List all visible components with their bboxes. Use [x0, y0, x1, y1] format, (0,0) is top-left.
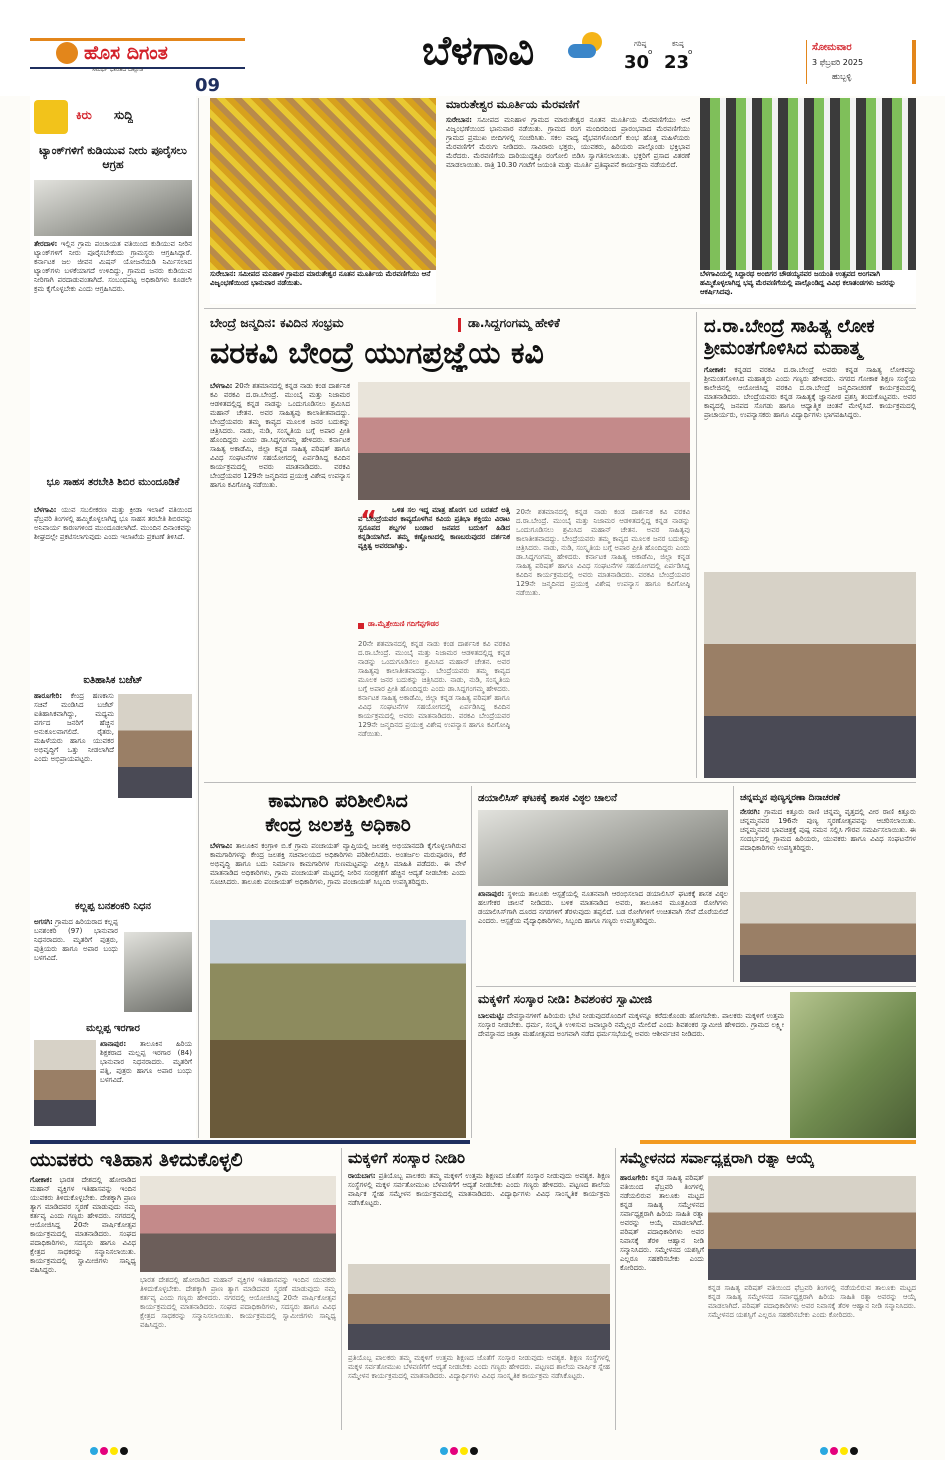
bendre-body-col1 — [210, 382, 350, 774]
sidebar-story4-body — [34, 918, 118, 1018]
sidebar-story5-text: ತಾಲೂಕಿನ ಹಿರಿಯ ಶಿಕ್ಷಕರಾದ ಮಲ್ಲಪ್ಪ ಇರಗಾರ (84) ಭಾನುವಾರ ನಿಧನರಾದರು. ಮೃತರಿಗೆ ಪತ್ನಿ, ಪುತ್ರರು ಹಾಗೂ ಅಪಾರ ಬಂಧು ಬಳಗವಿದೆ. — [100, 1040, 192, 1084]
chennamma-text: ಗ್ರಾಮದ ಕಿತ್ತೂರು ರಾಣಿ ಚನ್ನಮ್ಮ ವೃತ್ತದಲ್ಲಿ ವೀರ ರಾಣಿ ಕಿತ್ತೂರು ಚನ್ನಮ್ಮನವರ 196ನೇ ಪುಣ್ಯ ಸ್ಮರಣೋತ್ಸವವನ್ನು ಆಚರಿಸಲಾಯಿತು. ಚನ್ನಮ್ಮನವರ ಭಾವಚಿತ್ರಕ್ಕೆ ಪುಷ್ಪ ನಮನ ಸಲ್ಲಿಸಿ ಗೌರವ ಸಮರ್ಪಿಸಲಾಯಿತು. ಈ ಸಂದರ್ಭದಲ್ಲಿ ಗ್ರಾಮದ ಹಿರಿಯರು, ಯುವಕರು ಹಾಗೂ ವಿವಿಧ ಸಂಘಟನೆಗಳ ಪದಾಧಿಕಾರಿಗಳು ಉಪಸ್ಥಿತರಿದ್ದರು. — [740, 808, 916, 852]
sun-cloud-icon — [566, 32, 606, 64]
city-title: ಬೆಳಗಾವಿ — [422, 28, 535, 74]
sanskara1-headline: ಮಕ್ಕಳಿಗೆ ಸಂಸ್ಕಾರ ನೀಡಿ: ಶಿವಶಂಕರ ಸ್ವಾಮೀಜಿ — [478, 992, 653, 1006]
sammelana-body — [620, 1174, 704, 1430]
sidebar-story5-title: ಮಲ್ಲಪ್ಪ ಇರಗಾರ — [86, 1023, 140, 1034]
kiru-suddi-badge — [30, 98, 182, 138]
top-story-body — [446, 116, 690, 304]
sanskara2-headline: ಮಕ್ಕಳಿಗೆ ಸಂಸ್ಕಾರ ನೀಡಿರಿ — [348, 1149, 466, 1167]
sidebar-story2-title: ಭೂ ಸಾಹಸ ತರಬೇತಿ ಶಿಬಿರ ಮುಂದೂಡಿಕೆ — [46, 477, 180, 488]
dialysis-body — [478, 890, 728, 982]
sanskara2-text: ಪ್ರತಿಯೊಬ್ಬ ಪಾಲಕರು ತಮ್ಮ ಮಕ್ಕಳಿಗೆ ಉತ್ತಮ ಶಿಕ್ಷಣದ ಜೊತೆಗೆ ಸಂಸ್ಕಾರ ನೀಡುವುದು ಅವಶ್ಯಕ. ಶಿಕ್ಷಣ ಸಂಸ್ಥೆಗಳಲ್ಲಿ ಮಕ್ಕಳ ಸರ್ವತೋಮುಖ ಬೆಳವಣಿಗೆಗೆ ಆದ್ಯತೆ ನೀಡಬೇಕು ಎಂದು ಗಣ್ಯರು ಹೇಳಿದರು. ಪಟ್ಟಣದ ಶಾಲೆಯ ವಾರ್ಷಿಕ ಸ್ನೇಹ ಸಮ್ಮೇಳನ ಕಾರ್ಯಕ್ರಮದಲ್ಲಿ ಮಾತನಾಡಿದರು. ವಿದ್ಯಾರ್ಥಿಗಳು ವಿವಿಧ ಸಾಂಸ್ಕೃತಿಕ ಕಾರ್ಯಕ್ರಮ ನಡೆಸಿಕೊಟ್ಟರು. — [348, 1172, 610, 1207]
sidebar-story3-dateline: ಹಾರೂಗೇರಿ: — [34, 692, 63, 700]
sammelana-text: ಕನ್ನಡ ಸಾಹಿತ್ಯ ಪರಿಷತ್ ವತಿಯಿಂದ ಫೆಬ್ರವರಿ ತಿಂಗಳಲ್ಲಿ ನಡೆಯಲಿರುವ ತಾಲೂಕು ಮಟ್ಟದ ಕನ್ನಡ ಸಾಹಿತ್ಯ ಸಮ್ಮೇಳನದ ಸರ್ವಾಧ್ಯಕ್ಷರಾಗಿ ಹಿರಿಯ ಸಾಹಿತಿ ರತ್ನಾ ಅವರನ್ನು ಆಯ್ಕೆ ಮಾಡಲಾಗಿದೆ. ಪರಿಷತ್ ಪದಾಧಿಕಾರಿಗಳು ಅವರ ನಿವಾಸಕ್ಕೆ ತೆರಳಿ ಆಹ್ವಾನ ನೀಡಿ ಸನ್ಮಾನಿಸಿದರು. ಸಮ್ಮೇಳನದ ಯಶಸ್ಸಿಗೆ ಎಲ್ಲರೂ ಸಹಕರಿಸಬೇಕು ಎಂದು ಕೋರಿದರು. — [620, 1174, 704, 1272]
section-strip-orange — [640, 1140, 916, 1144]
bendre-kicker-b: ಡಾ.ಸಿದ್ದಗಂಗಮ್ಮ ಹೇಳಿಕೆ — [468, 316, 560, 330]
kamagari-headline-1: ಕಾಮಗಾರಿ ಪರಿಶೀಲಿಸಿದ — [268, 790, 408, 812]
sidebar-story4-text: ಗ್ರಾಮದ ಹಿರಿಯರಾದ ಕಲ್ಲಪ್ಪ ಬನಶಂಕರಿ (97) ಭಾನುವಾರ ನಿಧನರಾದರು. ಮೃತರಿಗೆ ಪುತ್ರರು, ಪುತ್ರಿಯರು ಹಾಗೂ ಅಪಾರ ಬಂಧು ಬಳಗವಿದೆ. — [34, 918, 118, 962]
kamagari-headline-2: ಕೇಂದ್ರ ಜಲಶಕ್ತಿ ಅಧಿಕಾರಿ — [265, 814, 411, 836]
bendre-body-col2 — [358, 640, 510, 774]
sanskara1-photo — [790, 992, 916, 1138]
sidebar-story1-photo — [34, 180, 192, 236]
bendre-quote-box — [358, 506, 510, 634]
bendre-right-body — [704, 366, 916, 566]
sidebar-story4-title: ಕಲ್ಲಪ್ಪ ಬನಶಂಕರಿ ನಿಧನ — [75, 901, 151, 912]
sidebar-story5-body — [100, 1040, 192, 1136]
dialysis-headline: ಡಯಾಲಿಸಿಸ್ ಘಟಕಕ್ಕೆ ಶಾಸಕ ವಿಠ್ಠಲ ಚಾಲನೆ — [478, 793, 617, 804]
section-strip-navy — [30, 1140, 470, 1144]
bendre-quote: ಒಳಿತ ಸಲ ಇದ್ದ ಮಾತ್ರ ಹೊರಗ ಬರ ಬರತದೆ ಅತ್ತಿ ವ ಬೇಂದ್ರೆಯವರ ಕಾವ್ಯದೊಳಗಿನ ಕವಿಯ ಪ್ರತಿಭಾ ಶಕ್ತಿಯು ವಿರಾಟ ಸ್ವರೂಪದ ಶಬ್ದಗಳ ಬಂಡಾರ ಜನಪದ ಬದುಕಿಗೆ ಹಿಡಿದ ಕನ್ನಡಿಯಾಗಿದೆ. ತಮ್ಮ ಕಣ್ಣೋಟದಲ್ಲಿ ಕಾಣಬರುವುದರ ದರ್ಶನಿಕ ವ್ಯಕ್ತಿತ್ವ ಅವರದಾಗಿತ್ತು. — [358, 506, 510, 550]
top-left-caption: ಸುರೇಬಾನ: ಸಮೀಪದ ಮನಿಹಾಳ ಗ್ರಾಮದ ಮಾರುತೇಶ್ವರ ನೂತನ ಮೂರ್ತಿಯ ಮೆರವಣಿಗೆಯು ಆನೆ ವಿಜೃಂಭಣೆಯಿಂದ ಭಾನುವಾರ ನಡೆಯಿತು. — [210, 270, 436, 304]
yuvakaru-text-cont: ಭಾರತ ದೇಶದಲ್ಲಿ ಹೋರಾಡಿದ ಮಹಾನ್ ವ್ಯಕ್ತಿಗಳ ಇತಿಹಾಸವನ್ನು ಇಂದಿನ ಯುವಕರು ತಿಳಿದುಕೊಳ್ಳಬೇಕು. ದೇಶಕ್ಕಾಗಿ ಪ್ರಾಣ ತ್ಯಾಗ ಮಾಡಿದವರ ಸ್ಮರಣೆ ಮಾಡುವುದು ನಮ್ಮ ಕರ್ತವ್ಯ ಎಂದು ಗಣ್ಯರು ಹೇಳಿದರು. ನಗರದಲ್ಲಿ ಆಯೋಜಿಸಿದ್ದ 20ನೇ ವಾರ್ಷಿಕೋತ್ಸವ ಕಾರ್ಯಕ್ರಮದಲ್ಲಿ ಮಾತನಾಡಿದರು. ಸಂಘದ ಪದಾಧಿಕಾರಿಗಳು, ಸದಸ್ಯರು ಹಾಗೂ ವಿವಿಧ ಕ್ಷೇತ್ರದ ಸಾಧಕರನ್ನು ಸನ್ಮಾನಿಸಲಾಯಿತು. ಕಾರ್ಯಕ್ರಮದಲ್ಲಿ ಸ್ವಾಮೀಜಿಗಳು ಸಾನ್ನಿಧ್ಯ ವಹಿಸಿದ್ದರು. — [140, 1276, 336, 1329]
bendre-text-cont2: 20ನೇ ಶತಮಾನದಲ್ಲಿ ಕನ್ನಡ ನಾಡು ಕಂಡ ದಾರ್ಶನಿಕ ಕವಿ ವರಕವಿ ದ.ರಾ.ಬೇಂದ್ರೆ. ಮುಂಬೈ ಮತ್ತು ನಿಜಾಮರ ಆಡಳಿತದಲ್ಲಿದ್ದ ಕನ್ನಡ ನಾಡನ್ನು ಒಂದುಗೂಡಿಸಲು ಶ್ರಮಿಸಿದ ಮಹಾನ್ ಚೇತನ. ಅವರ ಸಾಹಿತ್ಯವು ಕಾಲಾತೀತವಾದದ್ದು. ಬೇಂದ್ರೆಯವರು ತಮ್ಮ ಕಾವ್ಯದ ಮೂಲಕ ಜನರ ಬದುಕನ್ನು ಚಿತ್ರಿಸಿದರು. ನಾಡು, ನುಡಿ, ಸಂಸ್ಕೃತಿಯ ಬಗ್ಗೆ ಅಪಾರ ಪ್ರೀತಿ ಹೊಂದಿದ್ದರು ಎಂದು ಡಾ.ಸಿದ್ದಗಂಗಮ್ಮ ಹೇಳಿದರು. ಕರ್ನಾಟಕ ಸಾಹಿತ್ಯ ಅಕಾಡೆಮಿ, ಜಿಲ್ಲಾ ಕನ್ನಡ ಸಾಹಿತ್ಯ ಪರಿಷತ್ ಹಾಗೂ ವಿವಿಧ ಸಂಘಟನೆಗಳ ಸಹಯೋಗದಲ್ಲಿ ಏರ್ಪಡಿಸಿದ್ದ ಕವಿದಿನ ಕಾರ್ಯಕ್ರಮದಲ್ಲಿ ಅವರು ಮಾತನಾಡಿದರು. ವರಕವಿ ಬೇಂದ್ರೆಯವರ 129ನೇ ಜನ್ಮದಿನದ ಪ್ರಯುಕ್ತ ವಿಶೇಷ ಉಪನ್ಯಾಸ ಹಾಗೂ ಕವಿಗೋಷ್ಠಿ ನಡೆಯಿತು. — [358, 640, 510, 738]
chennamma-photo — [740, 892, 916, 982]
bendre-right-headline-1: ದ.ರಾ.ಬೇಂದ್ರೆ ಸಾಹಿತ್ಯ ಲೋಕ — [704, 316, 875, 337]
bendre-photo — [358, 382, 690, 500]
sidebar-story4-dateline: ಅಗಸಗಿ: — [34, 918, 53, 926]
bendre-body-col3 — [516, 508, 690, 774]
sanskara2-body — [348, 1172, 610, 1260]
lotus-logo-icon — [56, 42, 78, 64]
top-story-dateline: ಸುರೇಬಾನ: — [446, 116, 472, 124]
bendre-right-text: ಕನ್ನಡದ ವರಕವಿ ದ.ರಾ.ಬೇಂದ್ರೆ ಅವರು ಕನ್ನಡ ಸಾಹಿತ್ಯ ಲೋಕವನ್ನು ಶ್ರೀಮಂತಗೊಳಿಸಿದ ಮಹಾತ್ಮರು ಎಂದು ಗಣ್ಯರು ಹೇಳಿದರು. ನಗರದ ಗೋಕಾಕ ಶಿಕ್ಷಣ ಸಂಸ್ಥೆಯ ಕಾಲೇಜಿನಲ್ಲಿ ಆಯೋಜಿಸಿದ್ದ ವರಕವಿ ದ.ರಾ.ಬೇಂದ್ರೆ ಜನ್ಮದಿನಾಚರಣೆ ಕಾರ್ಯಕ್ರಮದಲ್ಲಿ ಮಾತನಾಡಿದರು. ಬೇಂದ್ರೆಯವರು ಕನ್ನಡ ಸಾಹಿತ್ಯಕ್ಕೆ ಜ್ಞಾನಪೀಠ ಪ್ರಶಸ್ತಿ ತಂದುಕೊಟ್ಟವರು. ಅವರ ಕಾವ್ಯದಲ್ಲಿ ಜನಪದ ಸೊಗಡು ಹಾಗೂ ಆಧ್ಯಾತ್ಮಿಕ ಚಿಂತನೆ ಮೇಳೈಸಿದೆ. ಕಾರ್ಯಕ್ರಮದಲ್ಲಿ ಪ್ರಾಚಾರ್ಯರು, ಉಪನ್ಯಾಸಕರು ಹಾಗೂ ವಿದ್ಯಾರ್ಥಿಗಳು ಭಾಗವಹಿಸಿದ್ದರು. — [704, 366, 916, 419]
issue-place: ಹುಬ್ಬಳ್ಳಿ — [832, 72, 852, 81]
top-story-title: ಮಾರುತೇಶ್ವರ ಮೂರ್ತಿಯ ಮೆರವಣಿಗೆ — [446, 98, 580, 111]
sammelana-body-cont — [708, 1284, 916, 1430]
registration-dots-mid — [440, 1440, 480, 1459]
yuvakaru-body-cont — [140, 1276, 336, 1430]
yuvakaru-dateline: ಗೋಕಾಕ: — [30, 1176, 53, 1184]
sidebar-story5-dateline: ಖಾನಾಪುರ: — [100, 1040, 127, 1048]
brand-block — [30, 30, 245, 96]
issue-date: 3 ಫೆಬ್ರವರಿ 2025 — [812, 58, 864, 67]
quote-mark-icon: “ — [360, 506, 378, 536]
sammelana-dateline: ಹಾರೂಗೇರಿ: — [620, 1174, 649, 1182]
min-temp-label: ಕನಿಷ್ಠ — [672, 40, 684, 48]
kamagari-text: ತಾಲೂಕಿನ ಕಂಗ್ರಾಳಿ ಬಿ.ಕೆ ಗ್ರಾಮ ಪಂಚಾಯತ್ ವ್ಯಾಪ್ತಿಯಲ್ಲಿ ಜಲಶಕ್ತಿ ಅಭಿಯಾನದಡಿ ಕೈಗೊಳ್ಳಲಾಗಿರುವ ಕಾಮಗಾರಿಗಳನ್ನು ಕೇಂದ್ರ ಜಲಶಕ್ತಿ ಸಚಿವಾಲಯದ ಅಧಿಕಾರಿಗಳು ಪರಿಶೀಲಿಸಿದರು. ಅಂತರ್ಜಲ ಮರುಪೂರಣ, ಕೆರೆ ಅಭಿವೃದ್ಧಿ ಹಾಗೂ ಬದು ನಿರ್ಮಾಣ ಕಾಮಗಾರಿಗಳ ಗುಣಮಟ್ಟವನ್ನು ವೀಕ್ಷಿಸಿ ಮಾಹಿತಿ ಪಡೆದರು. ಈ ವೇಳೆ ಮಾತನಾಡಿದ ಅಧಿಕಾರಿಗಳು, ಗ್ರಾಮ ಪಂಚಾಯತ್ ಮಟ್ಟದಲ್ಲಿ ನೀರಿನ ಸಂರಕ್ಷಣೆಗೆ ಹೆಚ್ಚಿನ ಆದ್ಯತೆ ನೀಡಬೇಕು ಎಂದು ಸೂಚಿಸಿದರು. ತಾಲೂಕು ಪಂಚಾಯತ್ ಅಧಿಕಾರಿಗಳು, ಗ್ರಾಮ ಪಂಚಾಯತ್ ಸಿಬ್ಬಂದಿ ಉಪಸ್ಥಿತರಿದ್ದರು. — [210, 842, 466, 886]
chennamma-body — [740, 808, 916, 888]
bendre-headline: ವರಕವಿ ಬೇಂದ್ರೆ ಯುಗಪ್ರಜ್ಞೆಯ ಕವಿ — [210, 336, 544, 371]
sidebar-story2-dateline: ಬೆಳಗಾವಿ: — [34, 506, 57, 514]
top-right-photo — [700, 98, 916, 270]
bendre-dateline: ಬೆಳಗಾವಿ: — [210, 382, 233, 390]
max-temp: 30 — [624, 52, 650, 73]
sanskara1-body — [478, 1012, 784, 1138]
yuvakaru-divider — [341, 1148, 342, 1430]
top-right-caption: ಬೆಳಗಾವಿಯಲ್ಲಿ ಸಿದ್ದಾರಥ ಅಂಬಿಗರ ಚೌಡಯ್ಯನವರ ಜಯಂತಿ ಉತ್ಸವದ ಅಂಗವಾಗಿ ಹಮ್ಮಿಕೊಳ್ಳಲಾಗಿದ್ದ ಭವ್ಯ ಮೆರವಣಿಗೆಯಲ್ಲಿ ಪಾಲ್ಗೊಂಡಿದ್ದ ವಿವಿಧ ಕಲಾತಂಡಗಳು ಜನರನ್ನು ಆಕರ್ಷಿಸಿದವು. — [700, 270, 916, 304]
bendre-right-headline-2: ಶ್ರೀಮಂತಗೊಳಿಸಿದ ಮಹಾತ್ಮ — [704, 338, 862, 359]
yuvakaru-headline: ಯುವಕರು ಇತಿಹಾಸ ತಿಳಿದುಕೊಳ್ಳಲಿ — [30, 1149, 243, 1171]
sanskara2-text-cont: ಪ್ರತಿಯೊಬ್ಬ ಪಾಲಕರು ತಮ್ಮ ಮಕ್ಕಳಿಗೆ ಉತ್ತಮ ಶಿಕ್ಷಣದ ಜೊತೆಗೆ ಸಂಸ್ಕಾರ ನೀಡುವುದು ಅವಶ್ಯಕ. ಶಿಕ್ಷಣ ಸಂಸ್ಥೆಗಳಲ್ಲಿ ಮಕ್ಕಳ ಸರ್ವತೋಮುಖ ಬೆಳವಣಿಗೆಗೆ ಆದ್ಯತೆ ನೀಡಬೇಕು ಎಂದು ಗಣ್ಯರು ಹೇಳಿದರು. ಪಟ್ಟಣದ ಶಾಲೆಯ ವಾರ್ಷಿಕ ಸ್ನೇಹ ಸಮ್ಮೇಳನ ಕಾರ್ಯಕ್ರಮದಲ್ಲಿ ಮಾತನಾಡಿದರು. ವಿದ್ಯಾರ್ಥಿಗಳು ವಿವಿಧ ಸಾಂಸ್ಕೃತಿಕ ಕಾರ್ಯಕ್ರಮ ನಡೆಸಿಕೊಟ್ಟರು. — [348, 1354, 610, 1380]
top-story-text: ಸಮೀಪದ ಮನಿಹಾಳ ಗ್ರಾಮದ ಮಾರುತೇಶ್ವರ ನೂತನ ಮೂರ್ತಿಯ ಮೆರವಣಿಗೆಯು ಆನೆ ವಿಜೃಂಭಣೆಯಿಂದ ಭಾನುವಾರ ನಡೆಯಿತು. ಗ್ರಾಮದ ರಂಗ ಮಂದಿರದಿಂದ ಪ್ರಾರಂಭವಾದ ಮೆರವಣಿಗೆಯು ಗ್ರಾಮದ ಪ್ರಮುಖ ಬೀದಿಗಳಲ್ಲಿ ಸಂಚರಿಸಿತು. ಸಕಲ ವಾದ್ಯ ವೈಭವಗಳೊಂದಿಗೆ ಕುಂಭ ಹೊತ್ತ ಮಹಿಳೆಯರು ಮೆರವಣಿಗೆಗೆ ಮೆರುಗು ನೀಡಿದರು. ಸಾವಿರಾರು ಭಕ್ತರು, ಯುವಕರು, ಹಿರಿಯರು ಪಾಲ್ಗೊಂಡು ಭಕ್ತಿಭಾವ ಮೆರೆದರು. ಮೆರವಣಿಗೆಯ ದಾರಿಯುದ್ದಕ್ಕೂ ರಂಗೋಲಿ ಬಿಡಿಸಿ ಸ್ವಾಗತಿಸಲಾಯಿತು. ಭಕ್ತರಿಗೆ ಪ್ರಸಾದ ವಿತರಣೆ ಮಾಡಲಾಯಿತು. ರಾತ್ರಿ 10.30 ಗಂಟೆಗೆ ಜಯಂತಿ ಮತ್ತು ಮೂರ್ತಿ ಪ್ರತಿಷ್ಠಾಪನೆ ಕಾರ್ಯಕ್ರಮ ನಡೆಯಲಿದೆ. — [446, 116, 690, 169]
megaphone-icon — [34, 100, 68, 134]
sammelana-headline: ಸಮ್ಮೇಳನದ ಸರ್ವಾಧ್ಯಕ್ಷರಾಗಿ ರತ್ನಾ ಆಯ್ಕೆ — [620, 1149, 815, 1167]
sanskara1-text: ದೇವಸ್ಥಾನಗಳಿಗೆ ಹಿರಿಯರು ಭೇಟಿ ನೀಡುವುದರೊಂದಿಗೆ ಮಕ್ಕಳನ್ನೂ ಕರೆದುಕೊಂಡು ಹೋಗಬೇಕು. ಪಾಲಕರು ಮಕ್ಕಳಿಗೆ ಉತ್ತಮ ಸಂಸ್ಕಾರ ನೀಡಬೇಕು. ಧರ್ಮ, ಸಂಸ್ಕೃತಿ ಉಳಿಸುವ ಜವಾಬ್ದಾರಿ ನಮ್ಮೆಲ್ಲರ ಮೇಲಿದೆ ಎಂದು ಶಿವಶಂಕರ ಸ್ವಾಮೀಜಿ ಹೇಳಿದರು. ಗ್ರಾಮದ ಲಕ್ಷ್ಮೀ ದೇವಸ್ಥಾನದ ಜಾತ್ರಾ ಮಹೋತ್ಸವದ ಅಂಗವಾಗಿ ನಡೆದ ಧರ್ಮಸಭೆಯಲ್ಲಿ ಅವರು ಆಶೀರ್ವಚನ ನೀಡಿದರು. — [478, 1012, 784, 1038]
sammelana-text-cont: ಕನ್ನಡ ಸಾಹಿತ್ಯ ಪರಿಷತ್ ವತಿಯಿಂದ ಫೆಬ್ರವರಿ ತಿಂಗಳಲ್ಲಿ ನಡೆಯಲಿರುವ ತಾಲೂಕು ಮಟ್ಟದ ಕನ್ನಡ ಸಾಹಿತ್ಯ ಸಮ್ಮೇಳನದ ಸರ್ವಾಧ್ಯಕ್ಷರಾಗಿ ಹಿರಿಯ ಸಾಹಿತಿ ರತ್ನಾ ಅವರನ್ನು ಆಯ್ಕೆ ಮಾಡಲಾಗಿದೆ. ಪರಿಷತ್ ಪದಾಧಿಕಾರಿಗಳು ಅವರ ನಿವಾಸಕ್ಕೆ ತೆರಳಿ ಆಹ್ವಾನ ನೀಡಿ ಸನ್ಮಾನಿಸಿದರು. ಸಮ್ಮೇಳನದ ಯಶಸ್ಸಿಗೆ ಎಲ್ಲರೂ ಸಹಕರಿಸಬೇಕು ಎಂದು ಕೋರಿದರು. — [708, 1284, 916, 1319]
sammelana-photo — [708, 1176, 916, 1280]
bendre-kicker-a: ಬೇಂದ್ರೆ ಜನ್ಮದಿನ: ಕವಿದಿನ ಸಂಭ್ರಮ — [210, 316, 344, 330]
masthead-divider — [806, 40, 807, 84]
badge-label-a: ಕಿರು — [76, 108, 92, 122]
bendre-text-cont: 20ನೇ ಶತಮಾನದಲ್ಲಿ ಕನ್ನಡ ನಾಡು ಕಂಡ ದಾರ್ಶನಿಕ ಕವಿ ವರಕವಿ ದ.ರಾ.ಬೇಂದ್ರೆ. ಮುಂಬೈ ಮತ್ತು ನಿಜಾಮರ ಆಡಳಿತದಲ್ಲಿದ್ದ ಕನ್ನಡ ನಾಡನ್ನು ಒಂದುಗೂಡಿಸಲು ಶ್ರಮಿಸಿದ ಮಹಾನ್ ಚೇತನ. ಅವರ ಸಾಹಿತ್ಯವು ಕಾಲಾತೀತವಾದದ್ದು. ಬೇಂದ್ರೆಯವರು ತಮ್ಮ ಕಾವ್ಯದ ಮೂಲಕ ಜನರ ಬದುಕನ್ನು ಚಿತ್ರಿಸಿದರು. ನಾಡು, ನುಡಿ, ಸಂಸ್ಕೃತಿಯ ಬಗ್ಗೆ ಅಪಾರ ಪ್ರೀತಿ ಹೊಂದಿದ್ದರು ಎಂದು ಡಾ.ಸಿದ್ದಗಂಗಮ್ಮ ಹೇಳಿದರು. ಕರ್ನಾಟಕ ಸಾಹಿತ್ಯ ಅಕಾಡೆಮಿ, ಜಿಲ್ಲಾ ಕನ್ನಡ ಸಾಹಿತ್ಯ ಪರಿಷತ್ ಹಾಗೂ ವಿವಿಧ ಸಂಘಟನೆಗಳ ಸಹಯೋಗದಲ್ಲಿ ಏರ್ಪಡಿಸಿದ್ದ ಕವಿದಿನ ಕಾರ್ಯಕ್ರಮದಲ್ಲಿ ಅವರು ಮಾತನಾಡಿದರು. ವರಕವಿ ಬೇಂದ್ರೆಯವರ 129ನೇ ಜನ್ಮದಿನದ ಪ್ರಯುಕ್ತ ವಿಶೇಷ ಉಪನ್ಯಾಸ ಹಾಗೂ ಕವಿಗೋಷ್ಠಿ ನಡೆಯಿತು. — [516, 508, 690, 597]
sanskara1-dateline: ಬಾಲಮಟ್ಟಿ: — [478, 1012, 505, 1020]
bendre-right-photo — [704, 572, 916, 778]
sanskara2-body-cont — [348, 1354, 610, 1430]
sidebar-story4-portrait — [124, 932, 192, 1012]
dialysis-photo — [478, 810, 728, 886]
chennamma-headline: ಚನ್ನಮ್ಮನ ಪುಣ್ಯಸ್ಮರಣಾ ದಿನಾಚರಣೆ — [740, 793, 840, 803]
yuvakaru-text: ಭಾರತ ದೇಶದಲ್ಲಿ ಹೋರಾಡಿದ ಮಹಾನ್ ವ್ಯಕ್ತಿಗಳ ಇತಿಹಾಸವನ್ನು ಇಂದಿನ ಯುವಕರು ತಿಳಿದುಕೊಳ್ಳಬೇಕು. ದೇಶಕ್ಕಾಗಿ ಪ್ರಾಣ ತ್ಯಾಗ ಮಾಡಿದವರ ಸ್ಮರಣೆ ಮಾಡುವುದು ನಮ್ಮ ಕರ್ತವ್ಯ ಎಂದು ಗಣ್ಯರು ಹೇಳಿದರು. ನಗರದಲ್ಲಿ ಆಯೋಜಿಸಿದ್ದ 20ನೇ ವಾರ್ಷಿಕೋತ್ಸವ ಕಾರ್ಯಕ್ರಮದಲ್ಲಿ ಮಾತನಾಡಿದರು. ಸಂಘದ ಪದಾಧಿಕಾರಿಗಳು, ಸದಸ್ಯರು ಹಾಗೂ ವಿವಿಧ ಕ್ಷೇತ್ರದ ಸಾಧಕರನ್ನು ಸನ್ಮಾನಿಸಲಾಯಿತು. ಕಾರ್ಯಕ್ರಮದಲ್ಲಿ ಸ್ವಾಮೀಜಿಗಳು ಸಾನ್ನಿಧ್ಯ ವಹಿಸಿದ್ದರು. — [30, 1176, 136, 1274]
registration-dots-left — [90, 1440, 130, 1459]
bendre-right-dateline: ಗೋಕಾಕ: — [704, 366, 727, 374]
sidebar-story2-text: ಯುವ ಸಬಲೀಕರಣ ಮತ್ತು ಕ್ರೀಡಾ ಇಲಾಖೆ ವತಿಯಿಂದ ಫೆಬ್ರವರಿ ತಿಂಗಳಲ್ಲಿ ಹಮ್ಮಿಕೊಳ್ಳಲಾಗಿದ್ದ ಭೂ ಸಾಹಸ ತರಬೇತಿ ಶಿಬಿರವನ್ನು ಅನಿವಾರ್ಯ ಕಾರಣಗಳಿಂದ ಮುಂದೂಡಲಾಗಿದೆ. ಮುಂದಿನ ದಿನಾಂಕವನ್ನು ಶೀಘ್ರದಲ್ಲೇ ಪ್ರಕಟಿಸಲಾಗುವುದು ಎಂದು ಇಲಾಖೆಯ ಪ್ರಕಟಣೆ ತಿಳಿಸಿದೆ. — [34, 506, 192, 541]
dialysis-divider — [733, 786, 734, 982]
issue-day: ಸೋಮವಾರ — [812, 42, 852, 53]
min-temp: 23 — [664, 52, 690, 73]
bendre-divider — [696, 312, 697, 778]
sanskara2-dateline: ರಾಯಬಾಗ: — [348, 1172, 376, 1180]
brand-tagline: ಸಮರ್ಥ ಭಾರತದ ದಿಕ್ಸೂಚಿ — [92, 66, 144, 73]
yuvakaru-photo — [140, 1176, 336, 1272]
quote-author-marker — [358, 623, 364, 629]
dialysis-dateline: ಖಾನಾಪುರ: — [478, 890, 505, 898]
brand-name: ಹೊಸ ದಿಗಂತ — [84, 42, 168, 64]
sidebar-story3-portrait — [118, 694, 192, 798]
kamagari-body — [210, 842, 466, 918]
yuvakaru-body — [30, 1176, 136, 1430]
sidebar-story5-portrait — [34, 1040, 96, 1126]
min-degree: o — [688, 48, 693, 56]
sanskara1-top-rule — [476, 986, 916, 987]
bendre-kicker-bar — [458, 318, 461, 332]
sidebar-story1-title: ಟ್ಯಾಂಕ್‌ಗಳಿಗೆ ಕುಡಿಯುವ ನೀರು ಪೂರೈಸಲು ಆಗ್ರಹ — [39, 144, 187, 171]
badge-label-b: ಸುದ್ದಿ — [114, 108, 134, 122]
top-row-divider — [204, 308, 916, 309]
kamagari-photo — [210, 920, 466, 1138]
sidebar-story3-title: ಐತಿಹಾಸಿಕ ಬಜೆಟ್ — [83, 675, 143, 686]
top-left-photo — [210, 98, 436, 270]
sanskara2-photo — [348, 1264, 610, 1350]
sidebar-story3-body — [34, 692, 114, 888]
registration-dots-right — [820, 1440, 860, 1459]
sidebar-story1-body — [34, 240, 192, 468]
sidebar-story2-body — [34, 506, 192, 668]
bendre-text: 20ನೇ ಶತಮಾನದಲ್ಲಿ ಕನ್ನಡ ನಾಡು ಕಂಡ ದಾರ್ಶನಿಕ ಕವಿ ವರಕವಿ ದ.ರಾ.ಬೇಂದ್ರೆ. ಮುಂಬೈ ಮತ್ತು ನಿಜಾಮರ ಆಡಳಿತದಲ್ಲಿದ್ದ ಕನ್ನಡ ನಾಡನ್ನು ಒಂದುಗೂಡಿಸಲು ಶ್ರಮಿಸಿದ ಮಹಾನ್ ಚೇತನ. ಅವರ ಸಾಹಿತ್ಯವು ಕಾಲಾತೀತವಾದದ್ದು. ಬೇಂದ್ರೆಯವರು ತಮ್ಮ ಕಾವ್ಯದ ಮೂಲಕ ಜನರ ಬದುಕನ್ನು ಚಿತ್ರಿಸಿದರು. ನಾಡು, ನುಡಿ, ಸಂಸ್ಕೃತಿಯ ಬಗ್ಗೆ ಅಪಾರ ಪ್ರೀತಿ ಹೊಂದಿದ್ದರು ಎಂದು ಡಾ.ಸಿದ್ದಗಂಗಮ್ಮ ಹೇಳಿದರು. ಕರ್ನಾಟಕ ಸಾಹಿತ್ಯ ಅಕಾಡೆಮಿ, ಜಿಲ್ಲಾ ಕನ್ನಡ ಸಾಹಿತ್ಯ ಪರಿಷತ್ ಹಾಗೂ ವಿವಿಧ ಸಂಘಟನೆಗಳ ಸಹಯೋಗದಲ್ಲಿ ಏರ್ಪಡಿಸಿದ್ದ ಕವಿದಿನ ಕಾರ್ಯಕ್ರಮದಲ್ಲಿ ಅವರು ಮಾತನಾಡಿದರು. ವರಕವಿ ಬೇಂದ್ರೆಯವರ 129ನೇ ಜನ್ಮದಿನದ ಪ್ರಯುಕ್ತ ವಿಶೇಷ ಉಪನ್ಯಾಸ ಹಾಗೂ ಕವಿಗೋಷ್ಠಿ ನಡೆಯಿತು. — [210, 382, 350, 489]
bendre-quote-author: ಡಾ.ಮೈತ್ರೇಯಿಣಿ ಗದಿಗೆಪ್ಪಗೌಡರ — [368, 620, 439, 628]
sanskara2-divider — [615, 1148, 616, 1430]
dialysis-text: ಸ್ಥಳೀಯ ತಾಲೂಕು ಆಸ್ಪತ್ರೆಯಲ್ಲಿ ನೂತನವಾಗಿ ಆರಂಭಿಸಲಾದ ಡಯಾಲಿಸಿಸ್ ಘಟಕಕ್ಕೆ ಶಾಸಕ ವಿಠ್ಠಲ ಹಲಗೇಕರ ಚಾಲನೆ ನೀಡಿದರು. ಬಳಿಕ ಮಾತನಾಡಿದ ಅವರು, ತಾಲೂಕಿನ ಮೂತ್ರಪಿಂಡ ರೋಗಿಗಳು ಡಯಾಲಿಸಿಸ್‌ಗಾಗಿ ದೂರದ ನಗರಗಳಿಗೆ ತೆರಳುವುದು ತಪ್ಪಲಿದೆ. ಬಡ ರೋಗಿಗಳಿಗೆ ಉಚಿತವಾಗಿ ಸೇವೆ ದೊರೆಯಲಿದೆ ಎಂದರು. ಆಸ್ಪತ್ರೆಯ ವೈದ್ಯಾಧಿಕಾರಿಗಳು, ಸಿಬ್ಬಂದಿ ಹಾಗೂ ಗಣ್ಯರು ಉಪಸ್ಥಿತರಿದ್ದರು. — [478, 890, 728, 925]
kamagari-divider — [471, 786, 472, 1138]
sidebar-divider — [198, 98, 199, 1138]
sidebar-story3-text: ಕೇಂದ್ರ ಹಣಕಾಸು ಸಚಿವೆ ಮಂಡಿಸಿದ ಬಜೆಟ್ ಐತಿಹಾಸಿಕವಾಗಿದ್ದು, ಮಧ್ಯಮ ವರ್ಗದ ಜನರಿಗೆ ಹೆಚ್ಚಿನ ಅನುಕೂಲವಾಗಲಿದೆ. ರೈತರು, ಮಹಿಳೆಯರು ಹಾಗೂ ಯುವಕರ ಅಭಿವೃದ್ಧಿಗೆ ಒತ್ತು ನೀಡಲಾಗಿದೆ ಎಂದು ಅಭಿಪ್ರಾಯಪಟ್ಟರು. — [34, 692, 114, 763]
max-degree: o — [648, 48, 653, 56]
sidebar-story1-text: ಇಲ್ಲಿನ ಗ್ರಾಮ ಪಂಚಾಯತ ವತಿಯಿಂದ ಕುಡಿಯುವ ನೀರಿನ ಟ್ಯಾಂಕ್‌ಗಳಿಗೆ ನೀರು ಪೂರೈಸಬೇಕೆಂದು ಗ್ರಾಮಸ್ಥರು ಆಗ್ರಹಿಸಿದ್ದಾರೆ. ಕರ್ನಾಟಕ ಜಲ ಜೀವನ ಮಿಷನ್ ಯೋಜನೆಯಡಿ ನಿರ್ಮಿಸಲಾದ ಟ್ಯಾಂಕ್‌ಗಳು ಬಳಕೆಯಾಗದೆ ಉಳಿದಿದ್ದು, ಗ್ರಾಮದ ಜನರು ಕುಡಿಯುವ ನೀರಿಗಾಗಿ ಪರದಾಡುವಂತಾಗಿದೆ. ಸಂಬಂಧಪಟ್ಟ ಅಧಿಕಾರಿಗಳು ಕೂಡಲೇ ಕ್ರಮ ಕೈಗೊಳ್ಳಬೇಕು ಎಂದು ಆಗ್ರಹಿಸಿದರು. — [34, 240, 192, 293]
page-number: 09 — [195, 76, 221, 96]
sidebar-story1-dateline: ತೇರದಾಳ: — [34, 240, 58, 248]
chennamma-dateline: ನೇಸರಗಿ: — [740, 808, 761, 816]
kamagari-dateline: ಬೆಳಗಾವಿ: — [210, 842, 233, 850]
masthead-right-bar — [912, 40, 916, 84]
max-temp-label: ಗರಿಷ್ಠ — [634, 40, 647, 48]
mid-row-divider — [204, 782, 916, 783]
